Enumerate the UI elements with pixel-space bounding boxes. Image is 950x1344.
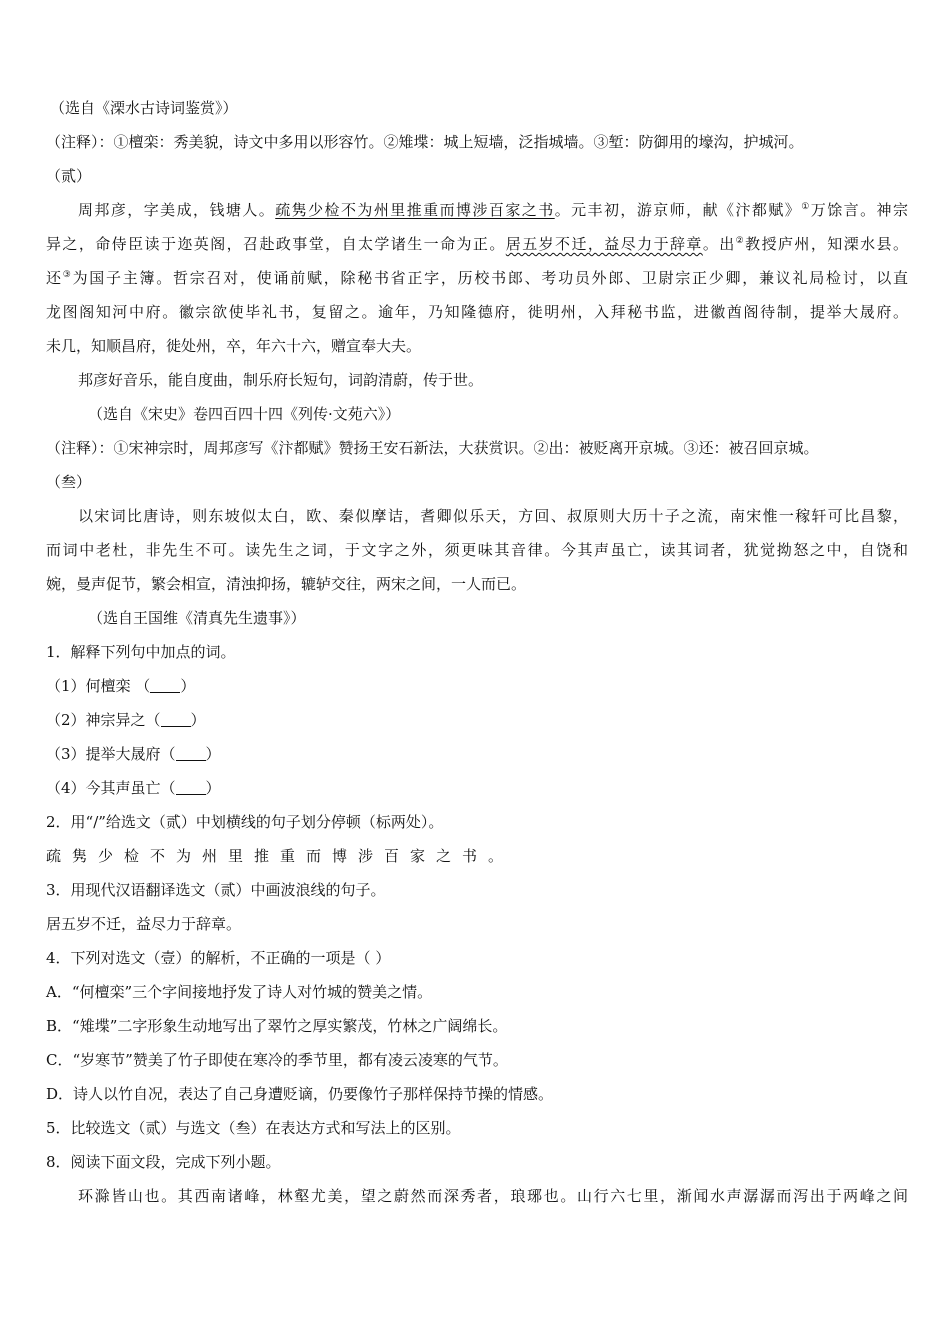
question-2: 2．用“/”给选文（贰）中划横线的句子划分停顿（标两处）。 — [46, 813, 444, 831]
note-line-1: （注释）：①檀栾：秀美貌，诗文中多用以形容竹。②雉堞：城上短墙，泛指城墙。③堑：防御用的壕沟，护城河。 — [46, 133, 804, 151]
question-5: 5．比较选文（贰）与选文（叁）在表达方式和写法上的区别。 — [46, 1119, 461, 1137]
question-8: 8．阅读下面文段，完成下列小题。 — [46, 1153, 281, 1171]
passage-3-line-2: 而词中老杜，非先生不可。读先生之词，于文字之外，须更味其音律。今其声虽亡，读其词者，犹觉拗怒之中，自饶和 — [46, 541, 908, 559]
question-4-option-a: A．“何檀栾”三个字间接地抒发了诗人对竹城的赞美之情。 — [46, 983, 433, 1001]
answer-blank[interactable] — [161, 712, 191, 727]
question-1: 1．解释下列句中加点的词。 — [46, 643, 236, 661]
question-3: 3．用现代汉语翻译选文（贰）中画波浪线的句子。 — [46, 881, 386, 899]
passage-3-line-3: 婉，曼声促节，繁会相宣，清浊抑扬，辘轳交往，两宋之间，一人而已。 — [46, 575, 527, 593]
passage-2-line-6: 邦彦好音乐，能自度曲，制乐府长短句，词韵清蔚，传于世。 — [78, 371, 484, 389]
question-1-item-3: （3）提举大晟府（ ） — [46, 745, 221, 763]
question-4: 4．下列对选文（壹）的解析，不正确的一项是（ ） — [46, 949, 391, 967]
source-line-3: （选自王国维《清真先生遗事》） — [88, 609, 306, 627]
note-line-2: （注释）：①宋神宗时，周邦彦写《汴都赋》赞扬王安石新法，大获赏识。②出：被贬离开京城。③还：被召回京城。 — [46, 439, 819, 457]
passage-2-line-4: 龙图阁知河中府。徽宗欲使毕礼书，复留之。逾年，乃知隆德府，徙明州，入拜秘书监，进徽酋阁待制，提举大晟府。 — [46, 303, 908, 321]
wavy-underlined-sentence: 居五岁不迁，益尽力于辞章 — [505, 235, 703, 253]
source-line-1: （选自《溧水古诗词鉴赏》） — [50, 99, 238, 117]
question-4-option-c: C．“岁寒节”赞美了竹子即使在寒冷的季节里，都有凌云凌寒的气节。 — [46, 1051, 508, 1069]
source-line-2: （选自《宋史》卷四百四十四《列传·文苑六》） — [88, 405, 401, 423]
question-1-item-2: （2）神宗异之（ ） — [46, 711, 206, 729]
answer-blank[interactable] — [150, 678, 180, 693]
passage-2-line-2: 异之，命侍臣读于迩英阁，召赴政事堂，自太学诸生一命为正。居五岁不迁，益尽力于辞章。出②教授庐州，知溧水县。 — [46, 235, 908, 253]
answer-blank[interactable] — [176, 746, 206, 761]
document-page — [46, 98, 908, 1206]
passage-2-line-1: 周邦彦，字美成，钱塘人。疏隽少检不为州里推重而博涉百家之书。元丰初，游京师，献《汴都赋》①万馀言。神宗 — [78, 201, 908, 219]
question-2-sentence: 疏隽少检不为州里推重而博涉百家之书。 — [46, 847, 515, 865]
passage-3-line-1: 以宋词比唐诗，则东坡似太白，欧、秦似摩诘，耆卿似乐天，方回、叔原则大历十子之流，南宋惟一稼轩可比昌黎， — [78, 507, 908, 525]
passage-2-line-3: 还③为国子主簿。哲宗召对，使诵前赋，除秘书省正字，历校书郎、考功员外郎、卫尉宗正少卿，兼议礼局检讨，以直 — [46, 269, 908, 287]
section-heading-3: （叁） — [46, 473, 92, 491]
question-1-item-1: （1）何檀栾 （ ） — [46, 677, 196, 695]
underlined-sentence: 疏隽少检不为州里推重而博涉百家之书 — [275, 201, 555, 219]
passage-2-line-5: 未几，知顺昌府，徙处州，卒，年六十六，赠宣奉大夫。 — [46, 337, 422, 355]
question-4-option-d: D．诗人以竹自况，表达了自己身遭贬谪，仍要像竹子那样保持节操的情感。 — [46, 1085, 554, 1103]
question-4-option-b: B．“雉堞”二字形象生动地写出了翠竹之厚实繁茂，竹林之广阔绵长。 — [46, 1017, 508, 1035]
section-heading-2: （贰） — [46, 167, 92, 185]
question-1-item-4: （4）今其声虽亡（ ） — [46, 779, 221, 797]
answer-blank[interactable] — [176, 780, 206, 795]
question-3-sentence: 居五岁不迁，益尽力于辞章。 — [46, 915, 242, 933]
question-8-passage: 环滁皆山也。其西南诸峰，林壑尤美，望之蔚然而深秀者，琅琊也。山行六七里，渐闻水声潺潺而泻出于两峰之间 — [78, 1187, 908, 1205]
